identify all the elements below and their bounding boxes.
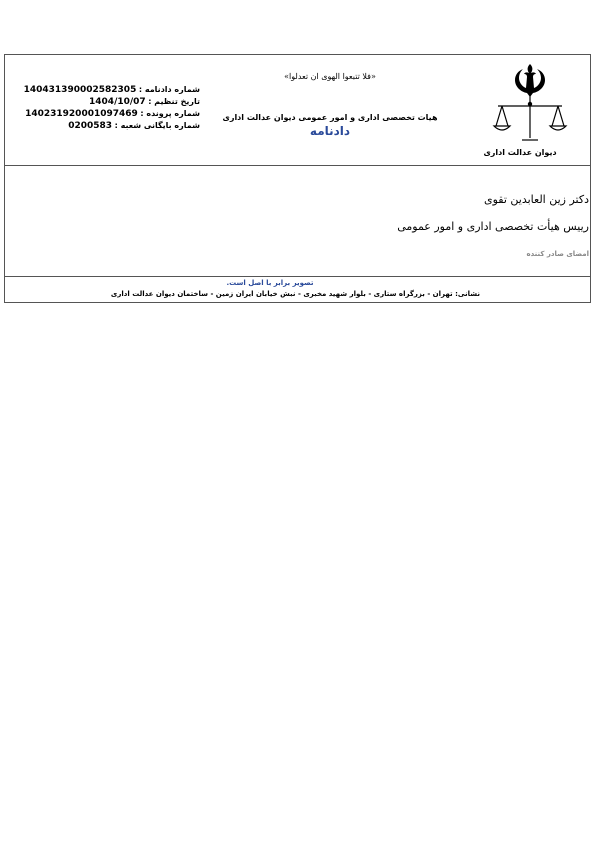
header-verse: «فلا تتبعوا الهوی ان تعدلوا» <box>284 72 376 81</box>
court-address: نشانی: تهران - بزرگراه ستاری - بلوار شهید مخبری - نبش خیابان ایران زمین - ساختمان دیوان عدالت اداری <box>110 290 480 298</box>
signer-name: دکتر زین العابدین تقوی <box>483 193 589 206</box>
meta-label: شماره پرونده : <box>140 109 200 118</box>
court-emblem-icon <box>492 60 568 144</box>
meta-row-case-number <box>25 108 200 120</box>
court-name: دیوان عدالت اداری <box>483 148 557 157</box>
meta-label: شماره بایگانی شعبه : <box>114 121 200 130</box>
document-meta <box>23 84 200 132</box>
meta-value: 1404/10/07 <box>89 97 146 107</box>
document-title: دادنامه <box>309 124 351 138</box>
meta-value: 0200583 <box>68 121 113 131</box>
certified-copy-note: تصویر برابر با اصل است. <box>226 279 314 287</box>
meta-value: 140431390002582305 <box>23 85 137 95</box>
meta-value: 140231920001097469 <box>25 109 138 119</box>
meta-row-archive-number <box>40 120 200 132</box>
meta-row-date <box>40 96 200 108</box>
meta-label: تاریخ تنظیم : <box>148 97 200 106</box>
footer-divider <box>4 276 591 277</box>
signer-title: رییس هیأت تخصصی اداری و امور عمومی <box>397 220 589 233</box>
meta-row-verdict-number <box>23 84 200 96</box>
meta-label: شماره دادنامه : <box>138 85 200 94</box>
signature-note: امضای صادر کننده <box>526 250 589 258</box>
header-divider <box>4 165 591 166</box>
board-name: هیات تخصصی اداری و امور عمومی دیوان عدالت اداری <box>222 113 438 122</box>
